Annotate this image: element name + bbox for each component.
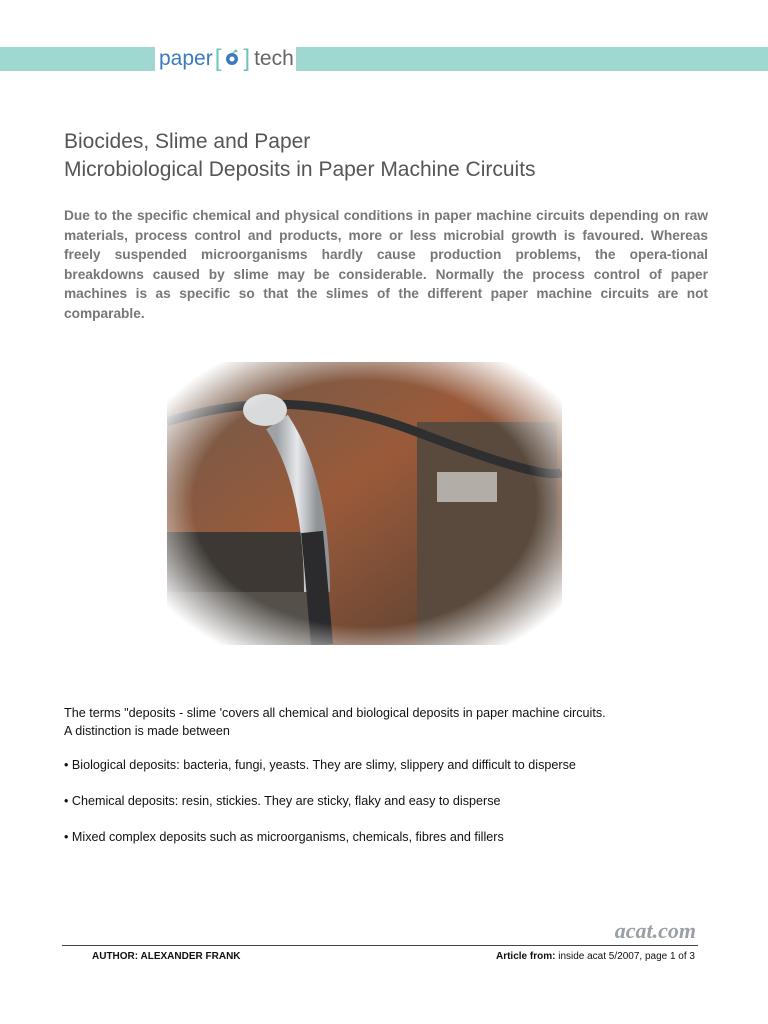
- papertech-logo: [159, 44, 294, 74]
- site-logo-text[interactable]: acat.com: [614, 918, 696, 943]
- logo-word-paper: paper: [159, 47, 213, 70]
- intro-paragraph: Due to the specific chemical and physical conditions in paper machine circuits depending on raw materials, process control and products, more or less microbial growth is favoured. Whereas freely suspended microorganisms hardly cause production problems, the opera-tional breakdowns caused by slime may be considerable. Normally the process control of paper machines is as specific so that the slimes of the different paper machine circuits are not comparable.: [64, 208, 708, 321]
- bullet-mixed: • Mixed complex deposits such as microorganisms, chemicals, fibres and fillers: [64, 830, 504, 844]
- logo-bracket-left: [: [214, 45, 222, 72]
- header-bar-left: [0, 47, 155, 71]
- title-line-2: Microbiological Deposits in Paper Machine Circuits: [64, 158, 536, 181]
- footer-divider: [62, 945, 698, 946]
- logo-mark-icon: [223, 48, 241, 70]
- body-line-2: A distinction is made between: [64, 724, 230, 738]
- header-bar-right: [296, 47, 768, 71]
- logo-bracket-right: ]: [243, 45, 251, 72]
- bullet-chemical: • Chemical deposits: resin, stickies. They are sticky, flaky and easy to disperse: [64, 794, 501, 808]
- author-credit: AUTHOR: ALEXANDER FRANK: [92, 951, 241, 962]
- bullet-biological: • Biological deposits: bacteria, fungi, yeasts. They are slimy, slippery and difficult to disperse: [64, 758, 576, 772]
- body-line-1: The terms "deposits - slime 'covers all chemical and biological deposits in paper machine circuits.: [64, 706, 606, 720]
- paper-machine-photo: [167, 362, 562, 645]
- body-text: [64, 704, 714, 740]
- article-label: Article from:: [495, 951, 556, 962]
- title-line-1: Biocides, Slime and Paper: [64, 130, 311, 153]
- article-value: inside acat 5/2007, page 1 of 3: [555, 951, 695, 962]
- page-title: [64, 128, 536, 184]
- article-source: [496, 951, 695, 962]
- logo-word-tech: tech: [254, 47, 294, 70]
